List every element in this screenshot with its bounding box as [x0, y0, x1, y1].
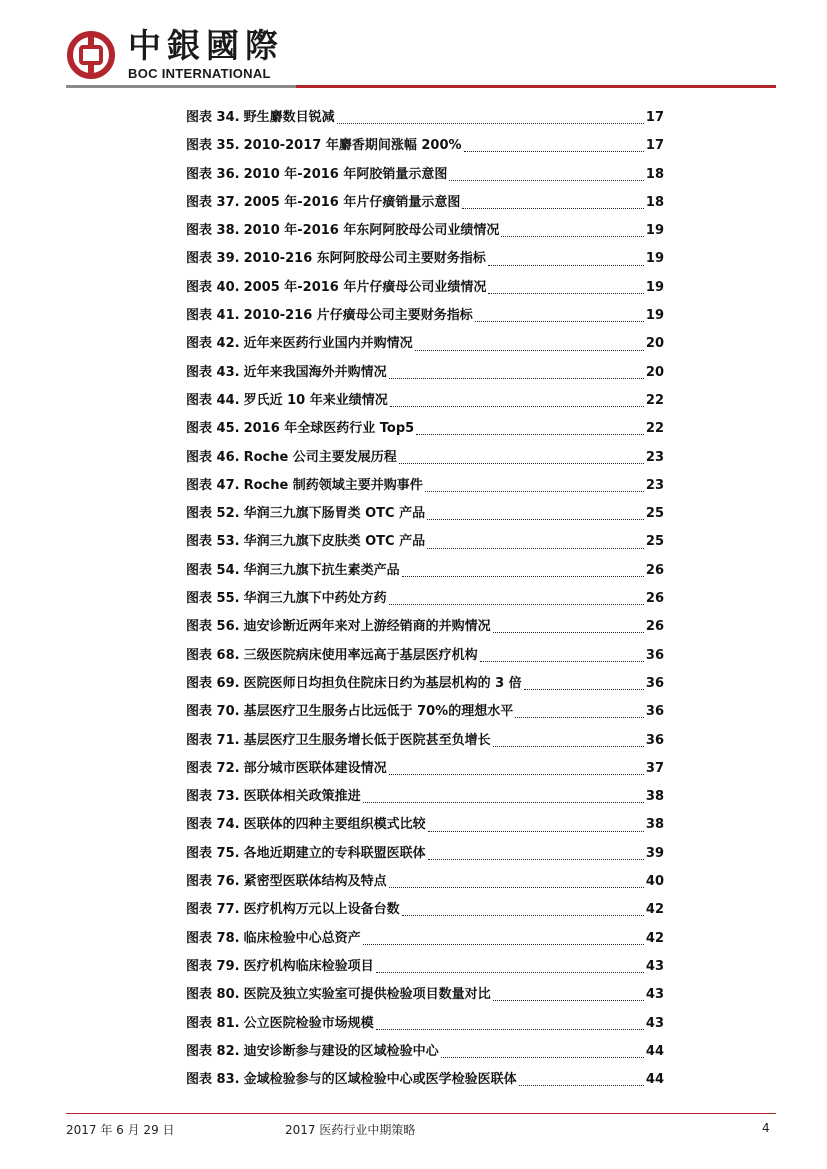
toc-entry-label: 图表 44.: [186, 392, 240, 408]
toc-entry[interactable]: [186, 302, 664, 330]
toc-entry-page: 38: [645, 817, 664, 833]
footer-doc-title: 2017 医药行业中期策略: [285, 1123, 416, 1137]
toc-entry-label: 图表 78.: [186, 930, 240, 946]
toc-entry[interactable]: [186, 953, 664, 981]
toc-entry[interactable]: [186, 245, 664, 273]
toc-entry-label: 图表 34.: [186, 110, 240, 125]
toc-dot-leader: [416, 433, 644, 435]
toc-entry[interactable]: [186, 330, 664, 358]
toc-entry-page: 25: [645, 534, 664, 550]
toc-dot-leader: [415, 349, 644, 351]
toc-entry-title: 2010 年-2016 年东阿阿胶母公司业绩情况: [243, 223, 500, 239]
toc-entry[interactable]: [186, 727, 664, 755]
toc-dot-leader: [389, 377, 644, 379]
toc-entry-label: 图表 41.: [186, 308, 240, 324]
toc-entry[interactable]: [186, 104, 664, 132]
toc-entry[interactable]: [186, 217, 664, 245]
toc-dot-leader: [363, 801, 644, 803]
toc-entry-label: 图表 52.: [186, 506, 240, 522]
toc-entry-title: Roche 制药领域主要并购事件: [243, 477, 423, 493]
toc-entry[interactable]: [186, 444, 664, 472]
toc-entry-label: 图表 72.: [186, 760, 240, 776]
toc-entry-label: 图表 77.: [186, 902, 240, 918]
logo-english-name: BOC INTERNATIONAL: [128, 66, 271, 81]
toc-entry-title: 迪安诊断近两年来对上游经销商的并购情况: [243, 619, 491, 635]
toc-entry[interactable]: [186, 415, 664, 443]
toc-entry-title: 2016 年全球医药行业 Top5: [243, 421, 415, 437]
toc-entry-label: 图表 35.: [186, 138, 240, 154]
toc-entry[interactable]: [186, 896, 664, 924]
toc-entry[interactable]: [186, 1010, 664, 1038]
toc-entry-label: 图表 71.: [186, 732, 240, 748]
toc-entry-title: 医院及独立实验室可提供检验项目数量对比: [243, 987, 491, 1003]
header-rule-gray: [66, 85, 296, 88]
toc-entry[interactable]: [186, 161, 664, 189]
toc-entry-label: 图表 43.: [186, 364, 240, 380]
toc-entry[interactable]: [186, 472, 664, 500]
toc-entry-page: 43: [645, 1015, 664, 1031]
toc-entry-label: 图表 81.: [186, 1015, 240, 1031]
toc-entry-title: 基层医疗卫生服务增长低于医院甚至负增长: [243, 732, 491, 748]
toc-entry-page: 36: [645, 647, 664, 663]
toc-entry-title: Roche 公司主要发展历程: [243, 449, 397, 465]
toc-entry-page: 42: [645, 930, 664, 946]
toc-entry[interactable]: [186, 868, 664, 896]
toc-entry-label: 图表 80.: [186, 987, 240, 1003]
toc-entry[interactable]: [186, 755, 664, 783]
toc-entry-title: 公立医院检验市场规模: [243, 1015, 374, 1031]
toc-entry-title: 金域检验参与的区域检验中心或医学检验医联体: [243, 1072, 517, 1088]
toc-dot-leader: [390, 405, 644, 407]
page-header: [0, 0, 827, 100]
toc-entry-label: 图表 74.: [186, 817, 240, 833]
footer-date: 2017 年 6 月 29 日: [66, 1123, 175, 1137]
toc-entry-page: 26: [645, 591, 664, 607]
toc-entry-label: 图表 40.: [186, 279, 240, 295]
toc-dot-leader: [402, 914, 644, 916]
toc-entry[interactable]: [186, 500, 664, 528]
toc-entry-page: 22: [645, 392, 664, 408]
toc-dot-leader: [464, 150, 644, 152]
toc-entry-title: 医疗机构临床检验项目: [243, 958, 374, 974]
toc-entry[interactable]: [186, 925, 664, 953]
toc-dot-leader: [425, 490, 644, 492]
toc-entry-label: 图表 69.: [186, 675, 240, 691]
toc-entry-page: 19: [645, 223, 664, 239]
toc-dot-leader: [337, 122, 644, 124]
toc-dot-leader: [488, 292, 644, 294]
toc-entry-title: 医疗机构万元以上设备台数: [243, 902, 400, 918]
toc-entry-title: 医联体的四种主要组织模式比较: [243, 817, 426, 833]
toc-entry-title: 华润三九旗下抗生素类产品: [243, 562, 400, 578]
toc-entry-label: 图表 53.: [186, 534, 240, 550]
toc-entry-title: 医联体相关政策推进: [243, 789, 361, 805]
toc-entry-label: 图表 79.: [186, 958, 240, 974]
toc-entry-title: 基层医疗卫生服务占比远低于 70%的理想水平: [243, 704, 514, 720]
toc-entry-title: 华润三九旗下皮肤类 OTC 产品: [243, 534, 426, 550]
toc-entry[interactable]: [186, 274, 664, 302]
toc-entry[interactable]: [186, 613, 664, 641]
toc-entry-page: 40: [645, 874, 664, 890]
toc-entry[interactable]: [186, 387, 664, 415]
toc-entry-title: 近年来医药行业国内并购情况: [243, 336, 413, 352]
boc-logo-icon: [66, 30, 116, 80]
toc-dot-leader: [427, 518, 644, 520]
toc-dot-leader: [519, 1084, 644, 1086]
toc-entry[interactable]: [186, 557, 664, 585]
toc-entry-label: 图表 73.: [186, 789, 240, 805]
toc-entry-page: 26: [645, 562, 664, 578]
toc-entry-title: 2010 年-2016 年阿胶销量示意图: [243, 166, 448, 182]
toc-entry-page: 37: [645, 760, 664, 776]
toc-entry-page: 18: [645, 166, 664, 182]
toc-entry[interactable]: [186, 670, 664, 698]
toc-entry-label: 图表 83.: [186, 1072, 240, 1088]
toc-dot-leader: [462, 207, 644, 209]
toc-dot-leader: [449, 179, 644, 181]
toc-entry-page: 19: [645, 251, 664, 267]
toc-entry-title: 华润三九旗下肠胃类 OTC 产品: [243, 506, 426, 522]
header-rule: [66, 85, 776, 88]
toc-dot-leader: [428, 858, 644, 860]
toc-entry-page: 43: [645, 958, 664, 974]
toc-entry[interactable]: [186, 698, 664, 726]
toc-entry[interactable]: [186, 811, 664, 839]
toc-entry-label: 图表 56.: [186, 619, 240, 635]
toc-entry-label: 图表 82.: [186, 1043, 240, 1059]
toc-dot-leader: [389, 603, 644, 605]
toc-entry-title: 2010-216 东阿阿胶母公司主要财务指标: [243, 251, 486, 267]
toc-entry-title: 部分城市医联体建设情况: [243, 760, 387, 776]
toc-entry[interactable]: [186, 840, 664, 868]
toc-dot-leader: [488, 264, 644, 266]
toc-dot-leader: [399, 462, 644, 464]
footer-rule: [66, 1113, 776, 1114]
toc-entry-title: 紧密型医联体结构及特点: [243, 874, 387, 890]
toc-entry[interactable]: [186, 359, 664, 387]
toc-entry-title: 迪安诊断参与建设的区域检验中心: [243, 1043, 439, 1059]
toc-entry-title: 2010-2017 年麝香期间涨幅 200%: [243, 138, 462, 154]
toc-entry-page: 20: [645, 364, 664, 380]
header-rule-red: [296, 85, 776, 88]
toc-entry-title: 三级医院病床使用率远高于基层医疗机构: [243, 647, 478, 663]
toc-entry-title: 各地近期建立的专科联盟医联体: [243, 845, 426, 861]
toc-entry-label: 图表 42.: [186, 336, 240, 352]
toc-entry[interactable]: [186, 585, 664, 613]
toc-dot-leader: [493, 631, 644, 633]
toc-entry-title: 罗氏近 10 年来业绩情况: [243, 392, 388, 408]
toc-entry-page: 43: [645, 987, 664, 1003]
toc-entry-page: 18: [645, 194, 664, 210]
toc-entry-page: 19: [645, 279, 664, 295]
toc-entry-label: 图表 37.: [186, 194, 240, 210]
toc-entry[interactable]: [186, 132, 664, 160]
toc-entry-title: 医院医师日均担负住院床日约为基层机构的 3 倍: [243, 675, 522, 691]
toc-entry-page: 20: [645, 336, 664, 352]
toc-entry-label: 图表 36.: [186, 166, 240, 182]
toc-dot-leader: [441, 1056, 644, 1058]
toc-dot-leader: [501, 235, 644, 237]
page-number: 4: [762, 1121, 770, 1135]
toc-entry-page: 25: [645, 506, 664, 522]
toc-entry-label: 图表 75.: [186, 845, 240, 861]
toc-entry-label: 图表 39.: [186, 251, 240, 267]
toc-entry[interactable]: [186, 783, 664, 811]
toc-entry-label: 图表 38.: [186, 223, 240, 239]
toc-entry[interactable]: [186, 981, 664, 1009]
toc-dot-leader: [363, 943, 644, 945]
toc-entry-label: 图表 76.: [186, 874, 240, 890]
toc-entry-page: 19: [645, 308, 664, 324]
toc-entry-label: 图表 47.: [186, 477, 240, 493]
toc-entry-title: 华润三九旗下中药处方药: [243, 591, 387, 607]
toc-dot-leader: [524, 688, 644, 690]
toc-entry-page: 23: [645, 449, 664, 465]
toc-entry-page: 44: [645, 1072, 664, 1088]
toc-entry-title: 近年来我国海外并购情况: [243, 364, 387, 380]
toc-entry-page: 36: [645, 732, 664, 748]
table-of-figures: [186, 104, 664, 1094]
toc-entry-label: 图表 54.: [186, 562, 240, 578]
toc-dot-leader: [427, 547, 644, 549]
toc-dot-leader: [480, 660, 644, 662]
toc-dot-leader: [376, 971, 644, 973]
logo-chinese-name: 中銀國際: [128, 26, 284, 65]
toc-entry-label: 图表 55.: [186, 591, 240, 607]
toc-dot-leader: [428, 830, 644, 832]
toc-entry-label: 图表 45.: [186, 421, 240, 437]
toc-dot-leader: [515, 716, 644, 718]
toc-dot-leader: [376, 1028, 644, 1030]
toc-entry-page: 36: [645, 675, 664, 691]
toc-entry-label: 图表 70.: [186, 704, 240, 720]
toc-entry-title: 临床检验中心总资产: [243, 930, 361, 946]
toc-dot-leader: [389, 886, 644, 888]
toc-entry[interactable]: [186, 1038, 664, 1066]
toc-entry-label: 图表 46.: [186, 449, 240, 465]
toc-entry[interactable]: [186, 528, 664, 556]
toc-entry-page: 26: [645, 619, 664, 635]
toc-entry-title: 野生麝数目锐减: [243, 110, 335, 125]
toc-entry-page: 17: [645, 138, 664, 154]
toc-dot-leader: [493, 999, 644, 1001]
toc-dot-leader: [402, 575, 644, 577]
toc-entry-label: 图表 68.: [186, 647, 240, 663]
toc-entry[interactable]: [186, 642, 664, 670]
toc-entry-title: 2005 年-2016 年片仔癀母公司业绩情况: [243, 279, 487, 295]
toc-entry-page: 44: [645, 1043, 664, 1059]
toc-entry-page: 36: [645, 704, 664, 720]
toc-entry-page: 39: [645, 845, 664, 861]
toc-entry-page: 22: [645, 421, 664, 437]
toc-entry-page: 23: [645, 477, 664, 493]
toc-entry-page: 42: [645, 902, 664, 918]
toc-entry-title: 2005 年-2016 年片仔癀销量示意图: [243, 194, 461, 210]
toc-entry-page: 17: [645, 110, 664, 125]
toc-entry-page: 38: [645, 789, 664, 805]
toc-entry[interactable]: [186, 1066, 664, 1094]
toc-dot-leader: [475, 320, 644, 322]
toc-dot-leader: [389, 773, 644, 775]
toc-dot-leader: [493, 745, 644, 747]
toc-entry[interactable]: [186, 189, 664, 217]
toc-entry-title: 2010-216 片仔癀母公司主要财务指标: [243, 308, 473, 324]
